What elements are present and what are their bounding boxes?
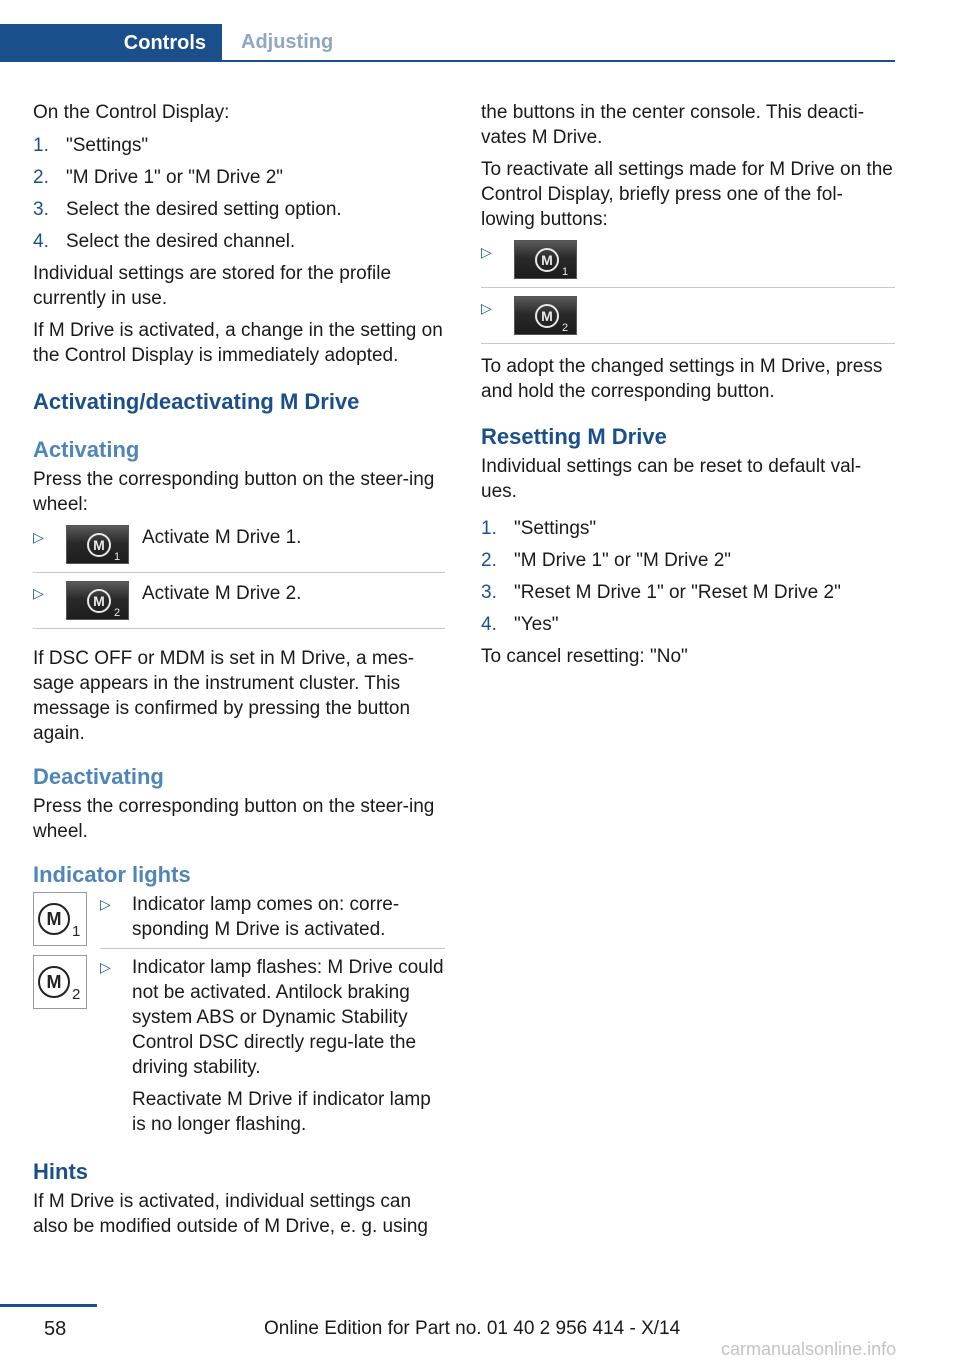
m2-console-button-icon bbox=[514, 296, 577, 335]
bullet-triangle-icon: ▷ bbox=[100, 959, 111, 975]
bullet-triangle-icon: ▷ bbox=[33, 529, 44, 545]
heading-deactivating: Deactivating bbox=[33, 764, 164, 789]
spacer bbox=[100, 1087, 132, 1137]
dsc-paragraph: If DSC OFF or MDM is set in M Drive, a mes‐sage appears in the instrument cluster. This message is confirmed by pressing the button again. bbox=[33, 648, 415, 744]
page-header bbox=[0, 24, 895, 62]
heading-activating: Activating bbox=[33, 437, 140, 462]
heading-hints: Hints bbox=[33, 1159, 88, 1184]
m2-indicator-lamp-icon bbox=[33, 955, 87, 1009]
bullet-triangle-icon: ▷ bbox=[33, 585, 44, 601]
indicator-m2-row bbox=[33, 955, 445, 1137]
activate-m2-item bbox=[33, 581, 445, 620]
console-m1-item bbox=[481, 240, 895, 279]
indicator-m1-row bbox=[33, 892, 445, 949]
hints-paragraph: If M Drive is activated, individual settings can also be modified outside of M Drive, e. g. using bbox=[33, 1191, 428, 1237]
tab-controls[interactable]: Controls bbox=[0, 24, 222, 62]
reset-steps bbox=[481, 516, 895, 637]
activate-m1-item bbox=[33, 525, 445, 564]
list-item bbox=[100, 1087, 445, 1137]
tab-adjusting[interactable]: Adjusting bbox=[241, 30, 334, 53]
m-subscript: 2 bbox=[114, 607, 121, 619]
m-letter: M bbox=[87, 533, 111, 557]
m1-console-button-icon bbox=[514, 240, 577, 279]
cancel-paragraph: To cancel resetting: "No" bbox=[481, 646, 688, 667]
indicator-m2-text: Indicator lamp flashes: M Drive could not be activated. Antilock braking system ABS or Dynamic Stability Control DSC directly regu‐late the driving stability. bbox=[132, 957, 444, 1078]
reactivate-paragraph: To reactivate all settings made for M Drive on the Control Display, briefly press one of the fol‐lowing buttons: bbox=[481, 159, 893, 230]
intro-text: On the Control Display: bbox=[33, 102, 230, 123]
indicator-m2-extra: Reactivate M Drive if indicator lamp is no longer flashing. bbox=[132, 1089, 431, 1135]
adopted-paragraph: If M Drive is activated, a change in the setting on the Control Display is immediately adopted. bbox=[33, 320, 443, 366]
step-number: 3. bbox=[481, 582, 497, 603]
heading-activating-deactivating: Activating/deactivating M Drive bbox=[33, 389, 360, 414]
indicator-m2-body bbox=[100, 955, 445, 1137]
list-item bbox=[481, 580, 895, 605]
console-m2-item bbox=[481, 296, 895, 335]
step-number: 3. bbox=[33, 199, 49, 220]
step-text: "Yes" bbox=[514, 614, 559, 635]
reset-paragraph: Individual settings can be reset to default val‐ues. bbox=[481, 456, 862, 502]
divider bbox=[33, 628, 445, 629]
step-number: 4. bbox=[481, 614, 497, 635]
m-letter: M bbox=[535, 304, 559, 328]
heading-indicator-lights: Indicator lights bbox=[33, 862, 191, 887]
m-subscript: 2 bbox=[72, 986, 81, 1003]
activate-m1-label: Activate M Drive 1. bbox=[142, 527, 302, 548]
m-subscript: 1 bbox=[114, 551, 121, 563]
press-steering-paragraph-2: Press the corresponding button on the steer‐ing wheel. bbox=[33, 796, 435, 842]
m1-indicator-lamp-icon bbox=[33, 892, 87, 946]
m-letter: M bbox=[38, 903, 70, 935]
divider bbox=[481, 287, 895, 288]
step-text: "M Drive 1" or "M Drive 2" bbox=[514, 550, 732, 571]
list-item bbox=[33, 133, 445, 158]
list-item bbox=[100, 892, 445, 942]
footer-rule bbox=[0, 1304, 97, 1307]
step-text: "Reset M Drive 1" or "Reset M Drive 2" bbox=[514, 582, 841, 603]
m-letter: M bbox=[87, 589, 111, 613]
step-text: "M Drive 1" or "M Drive 2" bbox=[66, 167, 284, 188]
m-letter: M bbox=[535, 248, 559, 272]
divider bbox=[33, 572, 445, 573]
edition-text: Online Edition for Part no. 01 40 2 956 414 - X/14 bbox=[264, 1318, 681, 1339]
list-item bbox=[481, 516, 895, 541]
step-number: 4. bbox=[33, 231, 49, 252]
m-letter: M bbox=[38, 966, 70, 998]
bullet-triangle-icon: ▷ bbox=[481, 300, 492, 316]
divider bbox=[100, 948, 445, 949]
press-steering-paragraph: Press the corresponding button on the steer‐ing wheel: bbox=[33, 469, 435, 515]
left-column bbox=[33, 100, 445, 1246]
step-number: 1. bbox=[481, 518, 497, 539]
list-item bbox=[100, 955, 445, 1080]
indicator-m1-body bbox=[100, 892, 445, 949]
list-item bbox=[33, 197, 445, 222]
profile-paragraph: Individual settings are stored for the profile currently in use. bbox=[33, 263, 392, 309]
bullet-triangle-icon: ▷ bbox=[100, 896, 111, 912]
list-item bbox=[481, 612, 895, 637]
step-number: 2. bbox=[33, 167, 49, 188]
header-rule bbox=[0, 60, 895, 62]
m-subscript: 2 bbox=[562, 322, 569, 334]
list-item bbox=[33, 165, 445, 190]
heading-resetting: Resetting M Drive bbox=[481, 424, 667, 449]
divider bbox=[481, 343, 895, 344]
m-subscript: 1 bbox=[72, 923, 81, 940]
adopt-paragraph: To adopt the changed settings in M Drive, press and hold the corresponding button. bbox=[481, 356, 883, 402]
continued-paragraph: the buttons in the center console. This deacti‐vates M Drive. bbox=[481, 102, 865, 148]
step-text: Select the desired channel. bbox=[66, 231, 296, 252]
step-text: "Settings" bbox=[66, 135, 149, 156]
activate-m2-label: Activate M Drive 2. bbox=[142, 583, 302, 604]
list-item bbox=[481, 548, 895, 573]
page-number: 58 bbox=[44, 1318, 67, 1340]
step-text: "Settings" bbox=[514, 518, 597, 539]
step-number: 1. bbox=[33, 135, 49, 156]
m2-steering-button-icon bbox=[66, 581, 129, 620]
control-display-steps bbox=[33, 133, 445, 254]
bullet-triangle-icon: ▷ bbox=[481, 244, 492, 260]
indicator-m1-text: Indicator lamp comes on: corre‐sponding M Drive is activated. bbox=[132, 894, 400, 940]
step-number: 2. bbox=[481, 550, 497, 571]
right-column bbox=[481, 100, 895, 676]
m-subscript: 1 bbox=[562, 266, 569, 278]
watermark: carmanualsonline.info bbox=[721, 1339, 897, 1359]
list-item bbox=[33, 229, 445, 254]
m1-steering-button-icon bbox=[66, 525, 129, 564]
step-text: Select the desired setting option. bbox=[66, 199, 342, 220]
